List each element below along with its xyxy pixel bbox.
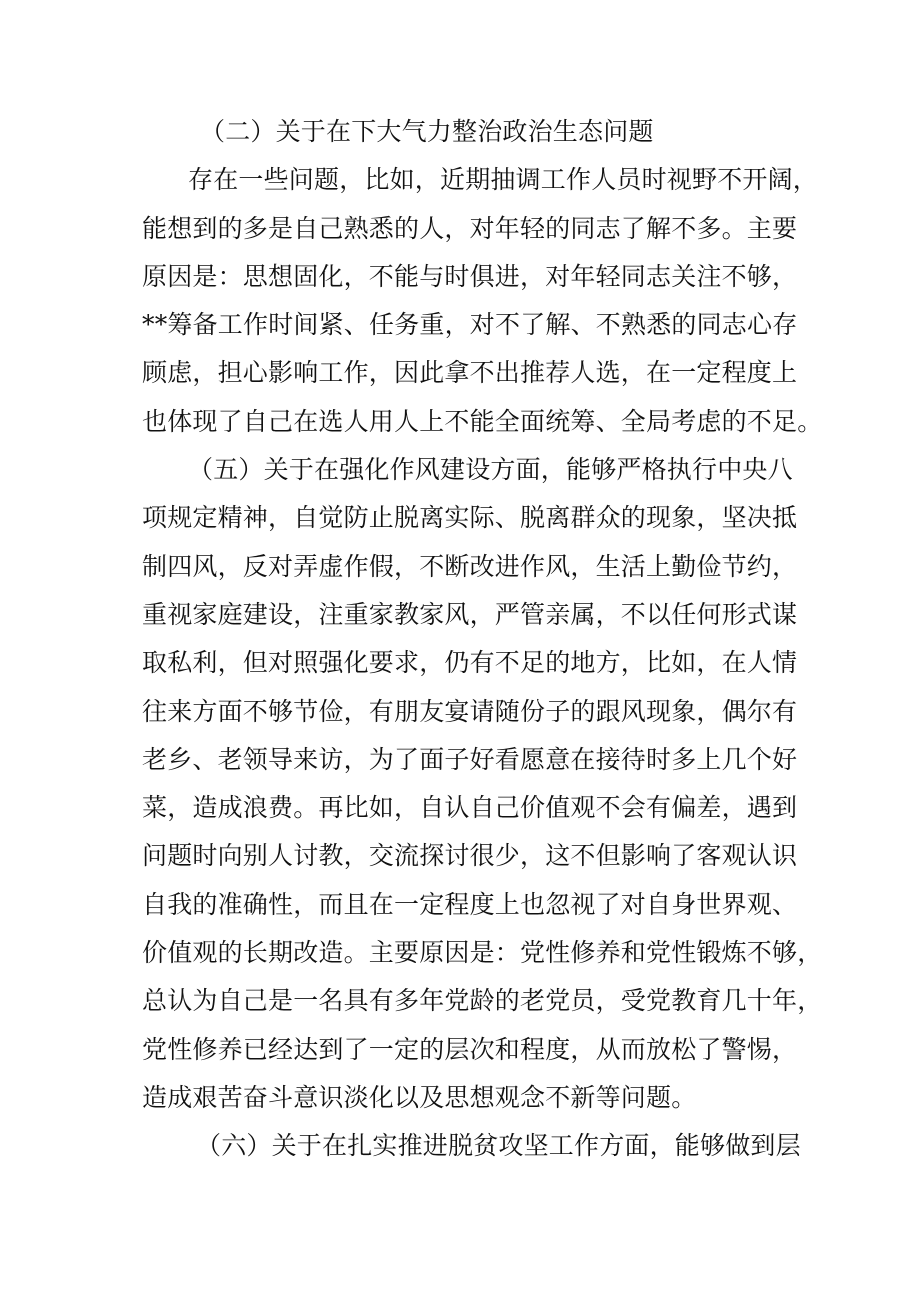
text-line: 重视家庭建设，注重家教家风，严管亲属，不以任何形式谋 [142, 599, 798, 629]
text-line: （二）关于在下大气力整治政治生态问题 [200, 117, 654, 146]
text-line: 造成艰苦奋斗意识淡化以及思想观念不新等问题。 [142, 1082, 697, 1112]
text-line: 总认为自己是一名具有多年党龄的老党员，受党教育几十年， [142, 986, 823, 1016]
text-line: （五）关于在强化作风建设方面，能够严格执行中央八 [188, 455, 793, 485]
text-line: 也体现了自己在选人用人上不能全面统筹、全局考虑的不足。 [142, 406, 823, 436]
text-line: 党性修养已经达到了一定的层次和程度，从而放松了警惕， [142, 1034, 798, 1064]
text-line: 项规定精神，自觉防止脱离实际、脱离群众的现象，坚决抵 [142, 503, 798, 533]
document-body [142, 108, 823, 1171]
section-2-paragraph [142, 156, 823, 446]
text-line: （六）关于在扎实推进脱贫攻坚工作方面，能够做到层 [196, 1131, 801, 1161]
text-line: 自我的准确性，而且在一定程度上也忽视了对自身世界观、 [142, 889, 798, 919]
text-line: 菜，造成浪费。再比如，自认自己价值观不会有偏差，遇到 [142, 793, 798, 823]
text-line: 能想到的多是自己熟悉的人，对年轻的同志了解不多。主要 [142, 213, 798, 243]
text-line: 制四风，反对弄虚作假，不断改进作风，生活上勤俭节约， [142, 551, 798, 581]
section-5-paragraph [142, 446, 823, 1122]
text-line: 老乡、老领导来访，为了面子好看愿意在接待时多上几个好 [142, 744, 798, 774]
text-line: 顾虑，担心影响工作，因此拿不出推荐人选，在一定程度上 [142, 358, 798, 388]
text-line: 原因是：思想固化，不能与时俱进，对年轻同志关注不够， [142, 261, 798, 291]
section-2-heading [142, 108, 792, 156]
text-line: 问题时向别人讨教，交流探讨很少，这不但影响了客观认识 [142, 841, 798, 871]
section-6-paragraph [142, 1122, 801, 1170]
text-line: 取私利，但对照强化要求，仍有不足的地方，比如，在人情 [142, 648, 798, 678]
text-line: 往来方面不够节俭，有朋友宴请随份子的跟风现象，偶尔有 [142, 696, 798, 726]
text-line: **筹备工作时间紧、任务重，对不了解、不熟悉的同志心存 [142, 310, 798, 340]
text-line: 价值观的长期改造。主要原因是：党性修养和党性锻炼不够， [142, 938, 823, 968]
text-line: 存在一些问题，比如，近期抽调工作人员时视野不开阔， [188, 165, 819, 195]
